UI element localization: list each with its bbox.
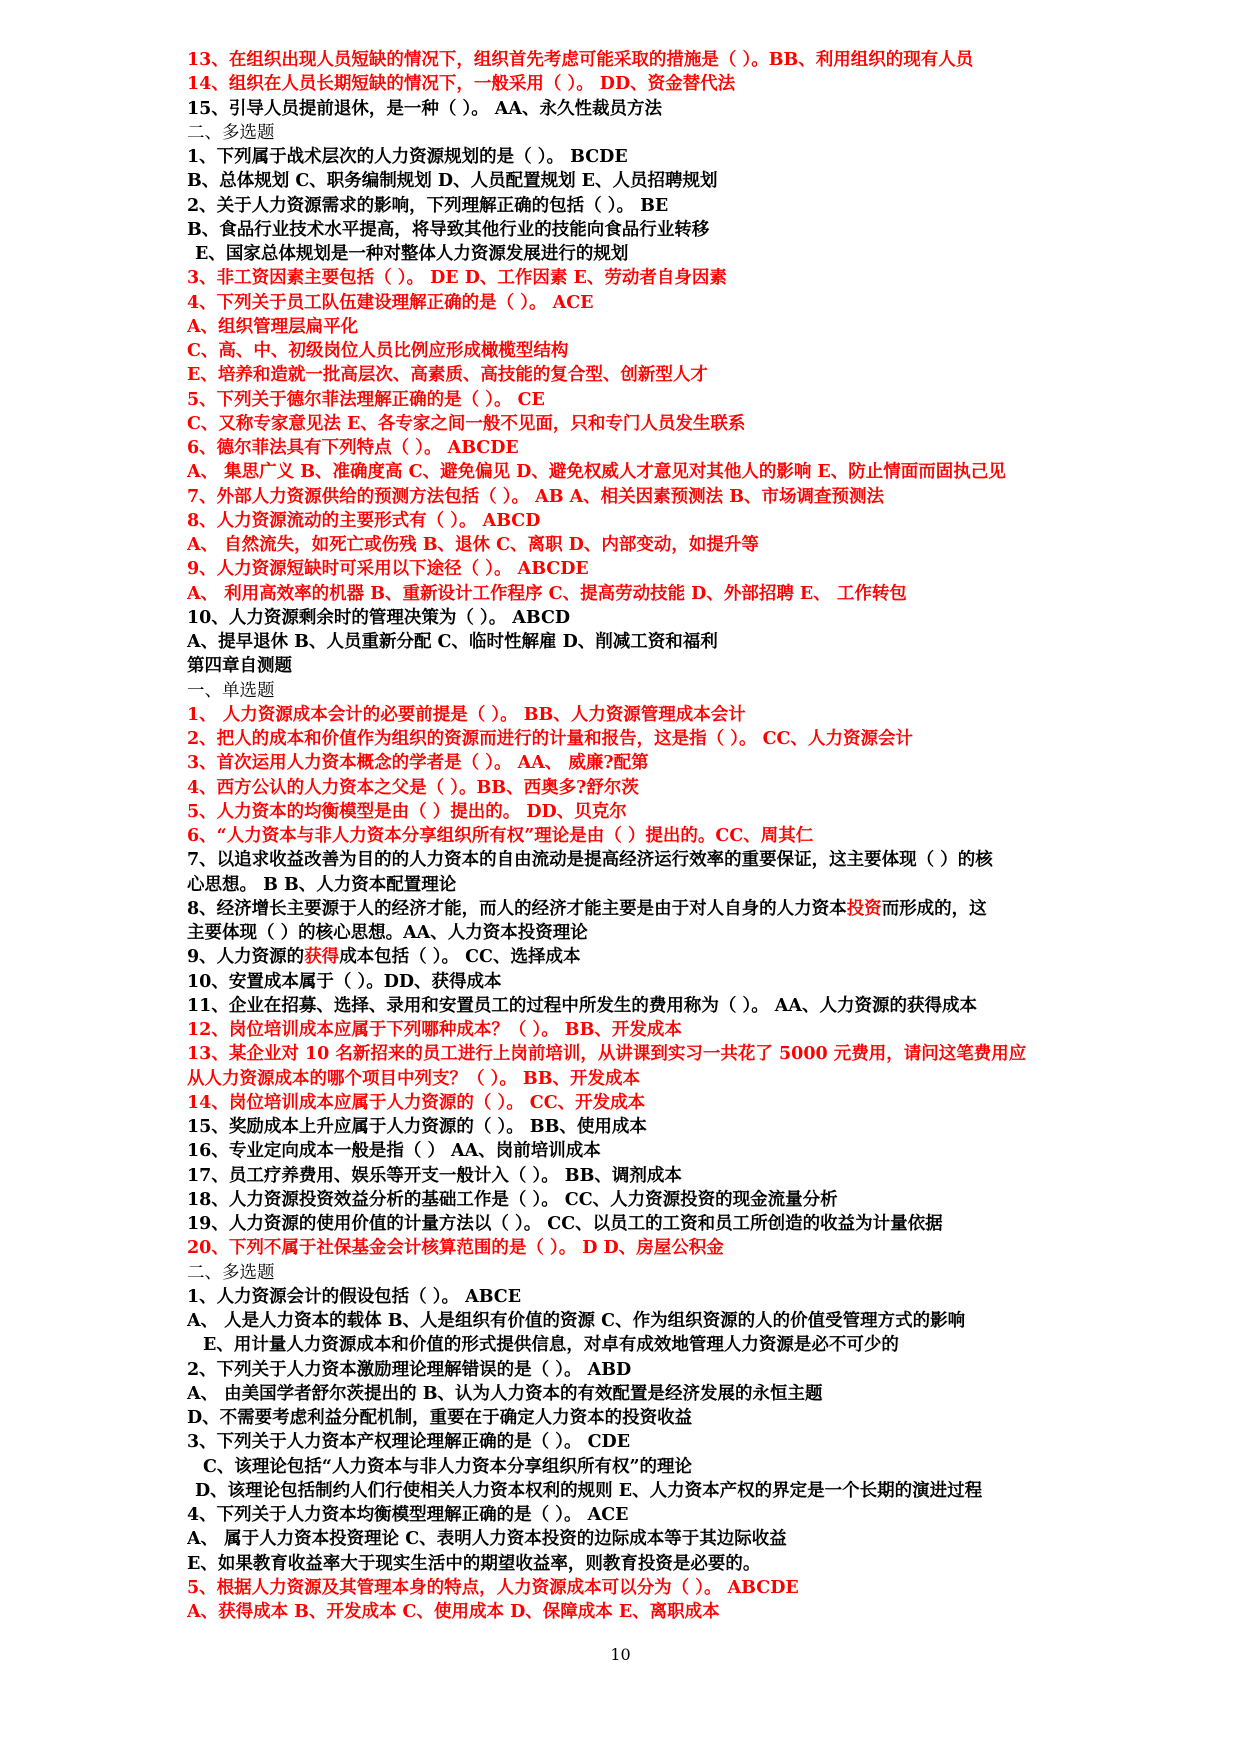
text-line: A、 自然流失，如死亡或伤残 B、退休 C、离职 D、内部变动，如提升等	[187, 535, 759, 555]
text-line: 7、以追求收益改善为目的的人力资本的自由流动是提高经济运行效率的重要保证，这主要体现（ ）的核	[187, 850, 993, 871]
text-line: A、 由美国学者舒尔茨提出的 B、认为人力资本的有效配置是经济发展的永恒主题	[187, 1383, 823, 1404]
text-line: 2、把人的成本和价值作为组织的资源而进行的计量和报告，这是指（ ）。 CC、人力资源会计	[187, 729, 913, 749]
text-line: A、获得成本 B、开发成本 C、使用成本 D、保障成本 E、离职成本	[187, 1602, 720, 1622]
text-line: 10、安置成本属于（ ）。DD、获得成本	[187, 971, 502, 992]
text-line: 19、人力资源的使用价值的计量方法以（ ）。 CC、以员工的工资和员工所创造的收益为计量依据	[187, 1214, 943, 1234]
text-line: 14、组织在人员长期短缺的情况下，一般采用（ ）。 DD、资金替代法	[187, 74, 736, 95]
text-line: 1、人力资源会计的假设包括（ ）。 ABCE	[187, 1286, 522, 1307]
text-line: 15、引导人员提前退休，是一种（ ）。 AA、永久性裁员方法	[187, 98, 662, 119]
text-line: E、如果教育收益率大于现实生活中的期望收益率，则教育投资是必要的。	[187, 1553, 761, 1574]
highlighted-word: 获得	[304, 947, 340, 968]
text-line: 二、多选题	[187, 1262, 275, 1283]
text-line: 2、关于人力资源需求的影响，下列理解正确的包括（ ）。 BE	[187, 195, 669, 216]
document-body	[187, 48, 1087, 1624]
text-line: 15、奖励成本上升应属于人力资源的（ ）。 BB、使用成本	[187, 1117, 647, 1137]
text-line: 13、在组织出现人员短缺的情况下，组织首先考虑可能采取的措施是（ ）。BB、利用组织的现有人员	[187, 50, 974, 70]
text-line: D、该理论包括制约人们行使相关人力资本权利的规则 E、人力资本产权的界定是一个长期的演进过程	[195, 1480, 983, 1501]
text-line: 12、岗位培训成本应属于下列哪种成本？（ ）。 BB、开发成本	[187, 1020, 682, 1040]
text-line: 心思想。 B B、人力资本配置理论	[187, 874, 457, 895]
text-line: 9、人力资源的获得成本包括（ ）。 CC、选择成本	[187, 947, 581, 968]
text-line: E、国家总体规划是一种对整体人力资源发展进行的规划	[195, 244, 629, 264]
text-line: B、总体规划 C、职务编制规划 D、人员配置规划 E、人员招聘规划	[187, 171, 718, 192]
text-line: 5、人力资本的均衡模型是由（ ）提出的。 DD、贝克尔	[187, 801, 627, 822]
text-line: C、该理论包括“人力资本与非人力资本分享组织所有权”的理论	[203, 1456, 693, 1477]
text-line: 主要体现（ ）的核心思想。AA、人力资本投资理论	[187, 923, 588, 943]
text-line: 17、员工疗养费用、娱乐等开支一般计入（ ）。 BB、调剂成本	[187, 1165, 682, 1186]
text-line: A、 集思广义 B、准确度高 C、避免偏见 D、避免权威人才意见对其他人的影响 E、防止情面而固执己见	[187, 462, 1006, 483]
text-line: 7、外部人力资源供给的预测方法包括（ ）。 AB A、相关因素预测法 B、市场调查预测法	[187, 486, 885, 507]
text-line: 5、根据人力资源及其管理本身的特点，人力资源成本可以分为（ ）。 ABCDE	[187, 1577, 799, 1598]
text-line: 14、岗位培训成本应属于人力资源的（ ）。 CC、开发成本	[187, 1092, 646, 1113]
text-line: 9、人力资源短缺时可采用以下途径（ ）。 ABCDE	[187, 559, 589, 580]
text-line: 1、 人力资源成本会计的必要前提是（ ）。 BB、人力资源管理成本会计	[187, 704, 746, 725]
text-line: 13、某企业对 10 名新招来的员工进行上岗前培训，从讲课到实习一共花了 5000 元费用，请问这笔费用应	[187, 1044, 1027, 1065]
text-line: 5、下列关于德尔菲法理解正确的是（ ）。 CE	[187, 389, 545, 410]
text-line: 1、下列属于战术层次的人力资源规划的是（ ）。 BCDE	[187, 147, 628, 167]
text-line: 20、下列不属于社保基金会计核算范围的是（ ）。 D D、房屋公积金	[187, 1238, 724, 1259]
highlighted-word: 投资	[846, 898, 882, 919]
text-line: 11、企业在招募、选择、录用和安置员工的过程中所发生的费用称为（ ）。 AA、人力资源的获得成本	[187, 995, 977, 1016]
text-line: 二、多选题	[187, 122, 275, 143]
text-line: 从人力资源成本的哪个项目中列支？（ ）。 BB、开发成本	[187, 1068, 641, 1089]
text-line: 8、经济增长主要源于人的经济才能，而人的经济才能主要是由于对人自身的人力资本投资而形成的，这	[187, 898, 987, 919]
text-line: 一、单选题	[187, 680, 275, 701]
text-line: A、 利用高效率的机器 B、重新设计工作程序 C、提高劳动技能 D、外部招聘 E、 工作转包	[187, 583, 907, 604]
page-number: 10	[610, 1645, 631, 1664]
text-line: A、提早退休 B、人员重新分配 C、临时性解雇 D、削减工资和福利	[187, 632, 718, 652]
text-line: 8、人力资源流动的主要形式有（ ）。 ABCD	[187, 510, 541, 531]
text-line: 4、下列关于人力资本均衡模型理解正确的是（ ）。 ACE	[187, 1505, 629, 1525]
text-line: 3、下列关于人力资本产权理论理解正确的是（ ）。 CDE	[187, 1432, 631, 1453]
text-line: D、不需要考虑利益分配机制，重要在于确定人力资本的投资收益	[187, 1408, 693, 1428]
text-line: 16、专业定向成本一般是指（ ） AA、岗前培训成本	[187, 1141, 601, 1162]
text-line: 3、首次运用人力资本概念的学者是（ ）。 AA、 威廉?配第	[187, 753, 649, 774]
text-line: 10、人力资源剩余时的管理决策为（ ）。 ABCD	[187, 607, 571, 628]
text-line: 3、非工资因素主要包括（ ）。 DE D、工作因素 E、劳动者自身因素	[187, 268, 727, 289]
text-line: 4、西方公认的人力资本之父是（ ）。BB、西奥多?舒尔茨	[187, 777, 639, 798]
text-line: A、组织管理层扁平化	[187, 316, 359, 337]
text-line: E、培养和造就一批高层次、高素质、高技能的复合型、创新型人才	[187, 365, 708, 386]
text-line: 2、下列关于人力资本激励理论理解错误的是（ ）。 ABD	[187, 1359, 632, 1380]
text-line: A、 属于人力资本投资理论 C、表明人力资本投资的边际成本等于其边际收益	[187, 1529, 787, 1550]
text-line: 18、人力资源投资效益分析的基础工作是（ ）。 CC、人力资源投资的现金流量分析	[187, 1189, 838, 1210]
text-line: C、又称专家意见法 E、各专家之间一般不见面，只和专门人员发生联系	[187, 413, 746, 434]
text-line: C、高、中、初级岗位人员比例应形成橄榄型结构	[187, 341, 569, 361]
text-line: 6、德尔菲法具有下列特点（ ）。 ABCDE	[187, 438, 519, 458]
text-line: 第四章自测题	[187, 656, 292, 677]
text-line: 6、“人力资本与非人力资本分享组织所有权”理论是由（ ）提出的。CC、周其仁	[187, 826, 814, 846]
text-line: A、 人是人力资本的载体 B、人是组织有价值的资源 C、作为组织资源的人的价值受管理方式的影响	[187, 1311, 966, 1331]
text-line: 4、下列关于员工队伍建设理解正确的是（ ）。 ACE	[187, 292, 594, 313]
text-line: E、用计量人力资源成本和价值的形式提供信息，对卓有成效地管理人力资源是必不可少的	[203, 1335, 899, 1356]
text-line: B、食品行业技术水平提高，将导致其他行业的技能向食品行业转移	[187, 219, 710, 240]
